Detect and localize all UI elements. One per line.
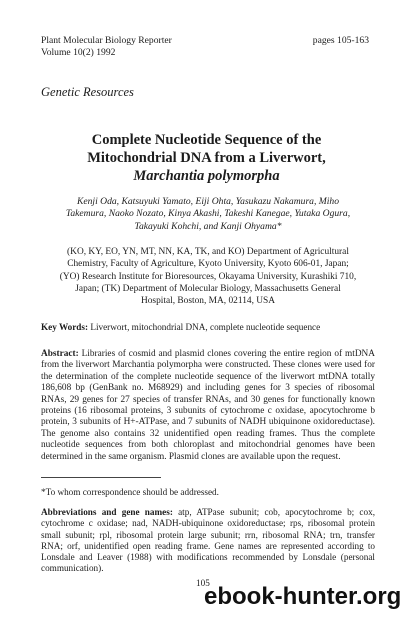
journal-volume: Volume 10(2) 1992: [41, 47, 116, 58]
abbreviations: [41, 507, 375, 575]
abbreviations-text: atp, ATPase subunit; cob, apocytochrome b; cox, cytochrome c oxidase; nad, NADH-ubiquinone oxidoreductase; rps, ribosomal protein small subunit; rpl, ribosomal protein large subunit; rrn, ribosomal RNA; trn, transfer RNA; orf, unidentified open reading frame. Gene names are represented according to Lonsdale and Leaver (1988) with modifications recommended by Lonsdale (personal communication).: [41, 507, 375, 574]
correspondence-footnote: *To whom correspondence should be addressed.: [41, 487, 219, 497]
author-line: Takayuki Kohchi, and Kanji Ohyama*: [134, 220, 282, 232]
page-range: pages 105-163: [312, 35, 369, 46]
author-line: Kenji Oda, Katsuyuki Yamato, Eiji Ohta, Yasukazu Nakamura, Miho: [76, 196, 340, 207]
title-line-1: Complete Nucleotide Sequence of the: [91, 132, 322, 148]
abstract-label: Abstract:: [41, 349, 79, 359]
journal-name: Plant Molecular Biology Reporter: [41, 35, 172, 46]
keywords: [41, 321, 377, 333]
paper-title: [40, 131, 373, 185]
page-number: 105: [196, 578, 210, 588]
keywords-label: Key Words:: [41, 322, 89, 332]
watermark: ebook-hunter.org: [204, 583, 402, 610]
affiliations: [44, 246, 372, 307]
author-line: Takemura, Naoko Nozato, Kinya Akashi, Takeshi Kanegae, Yutaka Ogura,: [65, 208, 351, 220]
author-list: [48, 196, 368, 233]
affiliation-line: (YO) Research Institute for Bioresources, Okayama University, Kurashiki 710,: [59, 271, 357, 282]
affiliation-line: Japan; (TK) Department of Molecular Biology, Massachusetts General: [75, 283, 341, 294]
abstract-text: Libraries of cosmid and plasmid clones covering the entire region of mtDNA from the liverwort Marchantia polymorpha were constructed. These clones were used for the determination of the complete nucleotide sequence of the liverwort mtDNA totally 186,608 bp (GenBank no. M68929) and including genes for 3 species of ribosomal RNAs, 29 genes for 27 species of transfer RNAs, and 30 genes for functionally known proteins (16 ribosomal proteins, 3 subunits of cytochrome c oxidase, apocytochrome b protein, 3 subunits of H+-ATPase, and 7 subunits of NADH ubiquinone oxidoreductase). The genome also contains 32 unidentified open reading frames. Thus the complete nucleotide sequences from both chloroplast and mitochondrial genomes have been determined in the same organism. Plasmid clones are available upon the request.: [41, 349, 375, 462]
title-line-2: Mitochondrial DNA from a Liverwort,: [87, 150, 326, 166]
section-heading: Genetic Resources: [41, 85, 134, 99]
affiliation-line: Chemistry, Faculty of Agriculture, Kyoto University, Kyoto 606-01, Japan;: [67, 259, 349, 270]
abbreviations-label: Abbreviations and gene names:: [41, 507, 173, 517]
affiliation-line: (KO, KY, EO, YN, MT, NN, KA, TK, and KO) Department of Agricultural: [67, 247, 349, 257]
footnote-divider: [41, 477, 161, 478]
keywords-text: Liverwort, mitochondrial DNA, complete nucleotide sequence: [90, 322, 321, 332]
journal-citation: [41, 35, 172, 59]
affiliation-line: Hospital, Boston, MA, 02114, USA: [140, 296, 276, 307]
abstract: [41, 349, 375, 463]
title-species: Marchantia polymorpha: [133, 168, 280, 184]
